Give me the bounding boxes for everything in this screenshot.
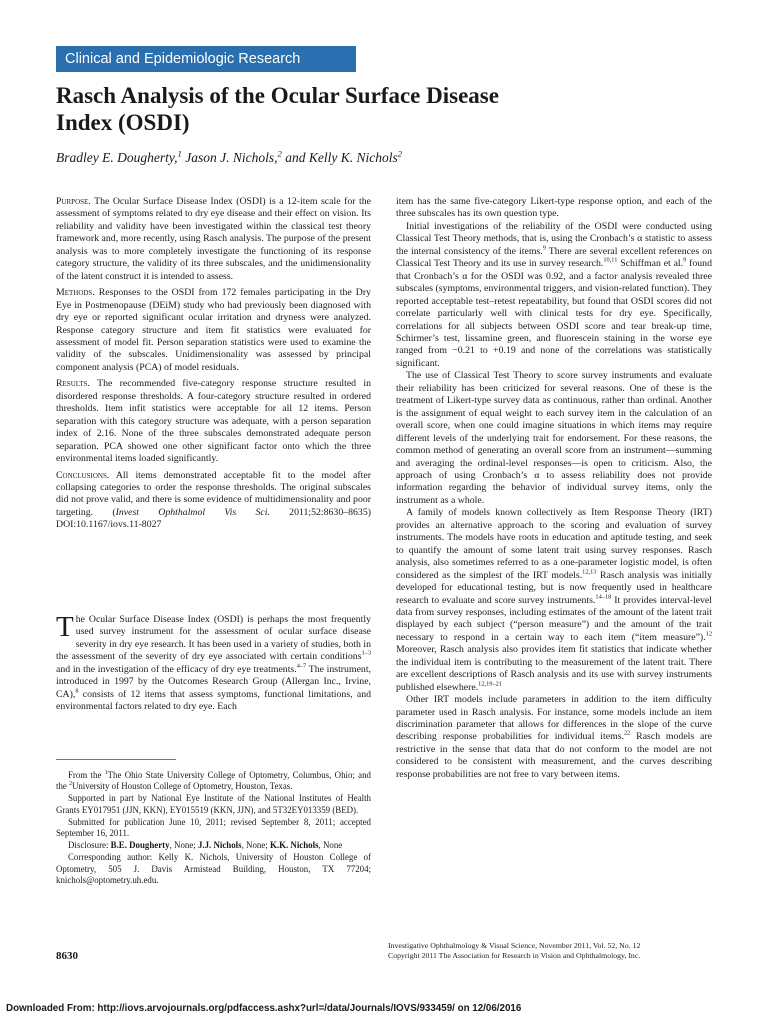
footnote-support: Supported in part by National Eye Institute of the National Institutes of Health Grants EY017951 (JJN, KKN), EY015519 (KKN, JJN), and 5T32EY013359 (BED). — [56, 793, 371, 815]
abstract-results: Results. The recommended five-category response structure resulted in disordered response thresholds. A four-category structure resulted in ordered thresholds. Item infit statistics were acceptable for all 12 items. Person separation with this category structure was adequate, with a person separation index of 2.16. None of the three subscales demonstrated adequate person separation. PCA showed one other significant factor onto which the three environmental items loaded significantly. — [56, 378, 371, 465]
abstract-purpose: Purpose. The Ocular Surface Disease Index (OSDI) is a 12-item scale for the assessment of symptoms related to dry eye disease and their effect on vision. Its reliability and validity have been investigated within the classical test theory framework and, more recently, using Rasch analysis. The purpose of the present analysis was to more completely investigate the functioning of its response category structure, the validity of its three subscales, and the unidimensionality of the latent construct it is intended to assess. — [56, 196, 371, 282]
drop-cap: T — [56, 611, 74, 643]
footnote-divider — [56, 759, 176, 760]
article-title: Rasch Analysis of the Ocular Surface Disease Index (OSDI) — [56, 83, 499, 135]
abstract-conclusions: Conclusions. All items demonstrated acceptable fit to the model after collapsing categories to order the response thresholds. The original subscales did not prove valid, and there is some evidence of multidimensionality and poor targeting. (Invest Ophthalmol Vis Sci. 2011;52:8630–8635) DOI:10.1167/iovs.11-8027 — [56, 469, 371, 531]
introduction-paragraph: The Ocular Surface Disease Index (OSDI) is perhaps the most frequently used survey instrument for the assessment of ocular surface disease severity in dry eye research. It has been used in a variety of studies, both in the assessment of the severity of dry eye associated with certain conditions$^{1-3}$ and in the investigation of the efficacy of dry eye treatments.$^{4-7}$ The instrument, introduced in 1997 by the Outcomes Research Group (Allergan Inc., Irvine, CA),$^8$ consists of 12 items that assess symptoms, functional limitations, and environmental factors related to dry eye. Each — [56, 611, 371, 713]
body-text-right-column — [396, 196, 712, 781]
page-number: 8630 — [56, 950, 78, 962]
footnote-corresponding: Corresponding author: Kelly K. Nichols, University of Houston College of Optometry, 505 J. Davis Armistead Building, Houston, TX 77204; knichols@optometry.uh.edu. — [56, 852, 371, 885]
footnotes — [56, 770, 371, 887]
author-list: Bradley E. Dougherty,$^1$ Jason J. Nichols,$^2$ and Kelly K. Nichols$^2$ — [56, 148, 403, 165]
footnote-disclosure: Disclosure: B.E. Dougherty, None; J.J. Nichols, None; K.K. Nichols, None — [68, 840, 343, 851]
body-paragraph: Other IRT models include parameters in addition to the item difficulty parameter used in Rasch analysis. For instance, some models include an item discrimination parameter that allows for differences in the slope of the curve describing response probabilities for individual items.$^{22}$ Rasch models are restrictive in the sense that data that do not conform to the model are not considered to be consistent with measurement, and the curves describing response probabilities are not free to vary between items. — [396, 694, 712, 780]
section-banner: Clinical and Epidemiologic Research — [56, 46, 356, 72]
abstract-methods: Methods. Responses to the OSDI from 172 females participating in the Dry Eye in Postmenopause (DEiM) study who had previously been diagnosed with dry eye or reported significant ocular irritation and dryness were analyzed. Response category structure and item fit statistics were evaluated for assessment of model fit. Person separation statistics were used to examine the validity of the subscales. Unidimensionality was assessed by principal component analysis (PCA) of model residuals. — [56, 287, 371, 373]
journal-info: Investigative Ophthalmology & Visual Science, November 2011, Vol. 52, No. 12 Copyright 2011 The Association for Research in Vision and Ophthalmology, Inc. — [388, 941, 641, 960]
body-paragraph: Initial investigations of the reliability of the OSDI were conducted using Classical Test Theory methods, that is, using the Cronbach’s α statistic to assess the internal consistency of the items.$^9$ There are several excellent references on Classical Test Theory and its use in survey research.$^{10,11}$ Schiffman et al.$^9$ found that Cronbach’s α for the OSDI was 0.92, and a factor analysis revealed three subscales (symptoms, environmental triggers, and vision-related function). They reported acceptable test–retest repeatability, but found that OSDI scores did not correlate particularly well with clinical tests for dry eye. Specifically, correlations for all subjects between OSDI score and tear break-up time, Schirmer’s test, lissamine green, and fluorescein staining in the worse eye ranged from −0.21 to +0.19 and none of the correlations was statistically significant. — [396, 220, 712, 369]
body-paragraph: item has the same five-category Likert-type response option, and each of the three subscales has its own question type. — [396, 196, 712, 220]
footnote-affiliation: From the $^1$The Ohio State University College of Optometry, Columbus, Ohio; and the $^2$University of Houston College of Optometry, Houston, Texas. — [56, 770, 371, 792]
footnote-submitted: Submitted for publication June 10, 2011; revised September 8, 2011; accepted September 16, 2011. — [56, 816, 371, 839]
body-paragraph: A family of models known collectively as Item Response Theory (IRT) provides an alternative approach to the scoring and evaluation of survey instruments. The models have roots in education and aptitude testing, and seek to quantify the amount of some latent trait using survey responses. Rasch analysis, also sometimes referred to as a one-parameter logistic model, is often considered as the simplest of the IRT models.$^{12,13}$ Rasch analysis was initially developed for educational testing, but is now frequently used in healthcare research to evaluate and score survey instruments.$^{14-18}$ It provides interval-level data from survey responses, including estimates of the amount of the latent trait displayed by each subject (“person measure”) and the amount of the trait necessary to respond in a certain way to each item (“item measure”).$^{12}$ Moreover, Rasch analysis also provides item fit statistics that indicate whether the individual item is contributing to the measurement of the latent trait. There are excellent descriptions of Rasch analysis and its use with survey instruments published elsewhere.$^{12,19-21}$ — [396, 507, 713, 693]
abstract — [56, 196, 371, 536]
download-stamp: Downloaded From: http://iovs.arvojournals.org/pdfaccess.ashx?url=/data/Journals/IOVS/933459/ on 12/06/2016 — [6, 1003, 522, 1014]
body-paragraph: The use of Classical Test Theory to score survey instruments and evaluate their reliability has been criticized for several reasons. One of these is the treatment of Likert-type survey data as continuous, rather than ordinal. Another is the assignment of equal weight to each survey item in the calculation of an overall score, when one could imagine situations in which items may require different levels of the underlying trait for endorsement. For these reasons, the common method of generating an overall score from an instrument—summing and averaging the ordinal-level responses—is open to criticism. Also, the approach of using Cronbach’s α to assess reliability does not provide information regarding the behavior of individual survey items, only the instrument as a whole. — [396, 370, 712, 506]
